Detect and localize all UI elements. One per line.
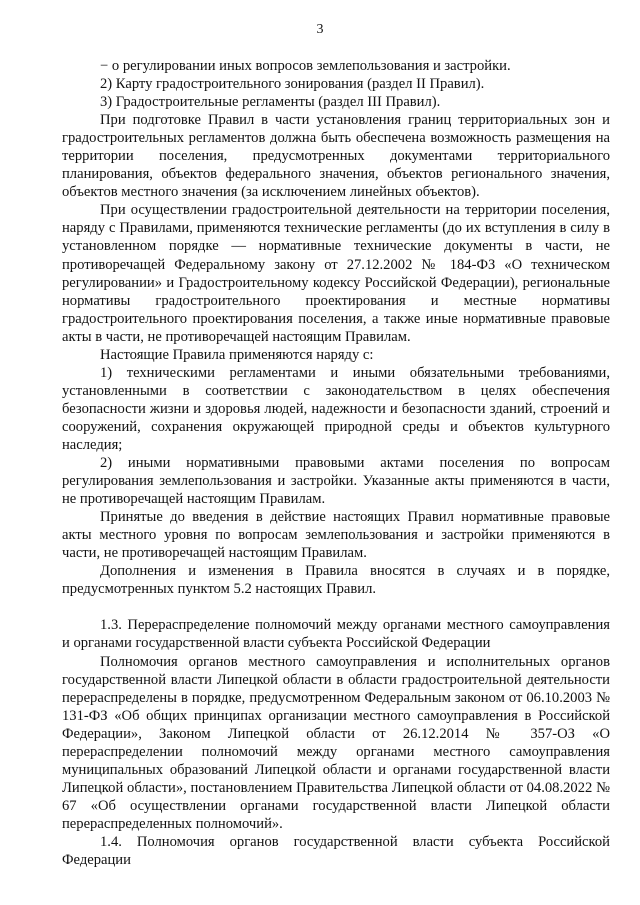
section-heading-1-4: 1.4. Полномочия органов государственной власти субъекта Российской Федерации (62, 833, 610, 869)
paragraph-5: При осуществлении градостроительной деятельности на территории поселения, наряду с Правилами, применяются технические регламенты (до их вступления в силу в установленном порядке — нормативные технические документы в части, не противоречащей Федеральному закону от 27.12.2002 № 184-ФЗ «О техническом регулировании» и Градостроительному кодексу Российской Федерации), региональные нормативы градостроительного проектирования и местные нормативы градостроительного проектирования поселения, а также иные нормативные правовые акты в части, не противоречащей настоящим Правилам. (62, 202, 610, 345)
paragraph-3: 3) Градостроительные регламенты (раздел III Правил). (100, 94, 441, 111)
section-heading-1-3: 1.3. Перераспределение полномочий между органами местного самоуправления и органами государственной власти субъекта Российской Федерации (62, 617, 610, 652)
paragraph-10: Дополнения и изменения в Правила вносятся в случаях и в порядке, предусмотренных пунктом 5.2 настоящих Правил. (62, 563, 610, 598)
paragraph-9: Принятые до введения в действие настоящих Правил нормативные правовые акты местного уровня по вопросам землепользования и застройки применяются в части, не противоречащей настоящим Правилам. (62, 509, 610, 562)
paragraph-8: 2) иными нормативными правовыми актами поселения по вопросам регулирования землепользования и застройки. Указанные акты применяются в части, не противоречащей настоящим Правилам. (62, 455, 610, 508)
paragraph-2: 2) Карту градостроительного зонирования (раздел II Правил). (100, 76, 485, 93)
paragraph-7: 1) техническими регламентами и иными обязательными требованиями, установленными в соответствии с законодательством в целях обеспечения безопасности жизни и здоровья людей, надежности и безопасности зданий, строений и сооружений, сохранения окружающей природной среды и объектов культурного наследия; (62, 364, 610, 453)
paragraph-1: − о регулировании иных вопросов землепользования и застройки. (100, 58, 511, 74)
page-number: 3 (316, 22, 324, 37)
document-body (62, 57, 610, 869)
paragraph-12: Полномочия органов местного самоуправления и исполнительных органов государственной власти Липецкой области в области градостроительной деятельности перераспределены в порядке, предусмотренном Федеральным законом от 06.10.2003 № 131-ФЗ «Об общих принципах организации местного самоуправления в Российской Федерации», Законом Липецкой области от 26.12.2014 № 357-ОЗ «О перераспределении полномочий между органами местного самоуправления муниципальных образований Липецкой области и органами государственной власти Липецкой области», постановлением Правительства Липецкой области от 04.08.2022 № 67 «Об осуществлении органами государственной власти Липецкой области перераспределенных полномочий». (62, 653, 610, 832)
paragraph-4: При подготовке Правил в части установления границ территориальных зон и градостроительных регламентов должна быть обеспечена возможность размещения на территории поселения, предусмотренных документами территориального планирования, объектов федерального значения, объектов регионального значения, объектов местного значения (за исключением линейных объектов). (62, 112, 610, 201)
paragraph-6: Настоящие Правила применяются наряду с: (100, 346, 374, 363)
